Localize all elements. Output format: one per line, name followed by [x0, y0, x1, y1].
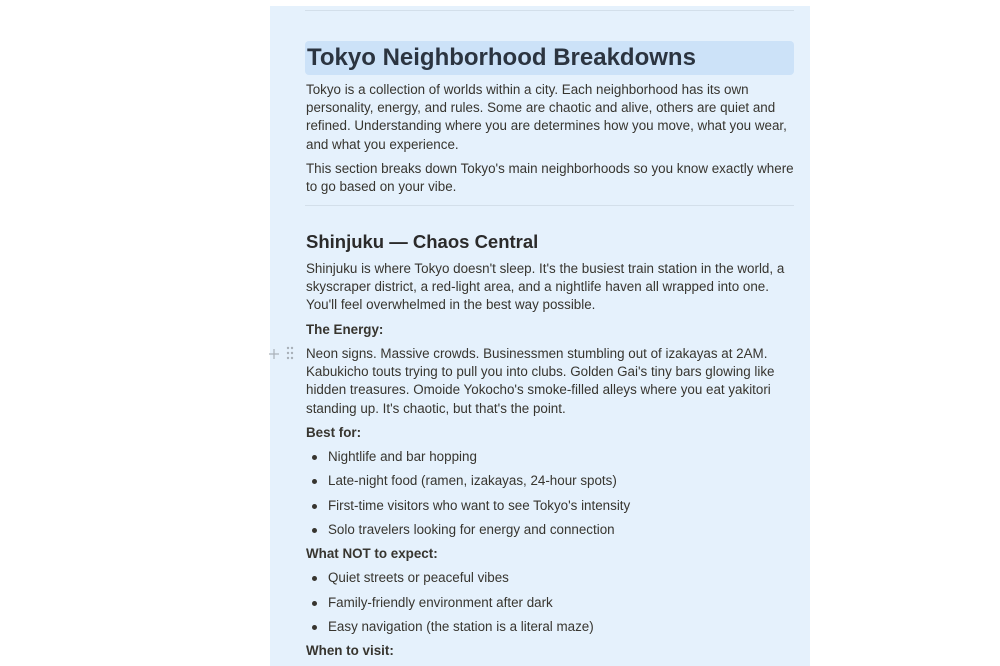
plus-icon[interactable]: [268, 347, 280, 359]
intro-paragraph-1[interactable]: Tokyo is a collection of worlds within a city. Each neighborhood has its own personality, energy, and rules. Some are chaotic and alive, others are quiet and refined. Understanding where you are determines how you move, what you wear, and what you experience.: [306, 82, 787, 152]
bullet-icon: [312, 576, 317, 581]
bullet-icon: [312, 625, 317, 630]
section-heading-shinjuku[interactable]: Shinjuku — Chaos Central: [306, 231, 539, 252]
bullet-icon: [312, 455, 317, 460]
not-expect-label[interactable]: What NOT to expect:: [306, 546, 438, 561]
energy-label[interactable]: The Energy:: [306, 322, 384, 337]
page-title-block[interactable]: [305, 41, 794, 75]
best-for-label[interactable]: Best for:: [306, 425, 362, 440]
drag-handle-icon[interactable]: [286, 346, 294, 360]
bullet-icon: [312, 528, 317, 533]
energy-paragraph[interactable]: Neon signs. Massive crowds. Businessmen stumbling out of izakayas at 2AM. Kabukicho touts trying to pull you into clubs. Golden Gai's tiny bars glowing like hidden treasures. Omoide Yokocho's smoke-filled alleys where you eat yakitori standing up. It's chaotic, but that's the point.: [306, 346, 775, 416]
page-title: Tokyo Neighborhood Breakdowns: [307, 44, 696, 71]
when-to-visit-label[interactable]: When to visit:: [306, 643, 394, 658]
block-controls: [266, 345, 300, 363]
intro-paragraph-2[interactable]: This section breaks down Tokyo's main neighborhoods so you know exactly where to go based on your vibe.: [306, 161, 794, 195]
bullet-icon: [312, 601, 317, 606]
bullet-icon: [312, 504, 317, 509]
bullet-icon: [312, 479, 317, 484]
divider-section: [305, 205, 794, 206]
selected-blocks-region: Tokyo Neighborhood Breakdowns Tokyo is a collection of worlds within a city. Each neighborhood has its own personality, energy, and rules. Some are chaotic and alive, others are quiet and refined. Understanding where you are determines how you move, what you wear, and what you experience. This section breaks down Tokyo's main neighborhoods so you know exactly where to go based on your vibe. Shinjuku — Chaos Central Shinjuku is where Tokyo doesn't sleep. It's the busiest train station in the world, a skyscraper district, a red-light area, and a nightlife haven all wrapped into one. You'll feel overwhelmed in the best way possible. The Energy: Neon signs. Massive crowds. Businessmen stumbling out of izakayas at 2AM. Kabukicho touts trying to pull you into clubs. Golden Gai's tiny bars glowing like hidden treasures. Omoide Yokocho's smoke-filled alleys where you eat yakitori standing up. It's chaotic, but that's the point. Best for: Nightlife and bar hopping Late-night food (ramen, izakayas, 24-hour spots) First-time visitors who want to see Tokyo's intensity Solo travelers looking for energy and connection What NOT to expect: Quiet streets or peaceful vibes Family-friendly environment after dark Easy navigation (the station is a literal maze) When to visit:: [270, 6, 810, 666]
divider-top: [305, 10, 794, 11]
shinjuku-description[interactable]: Shinjuku is where Tokyo doesn't sleep. It's the busiest train station in the world, a skyscraper district, a red-light area, and a nightlife haven all wrapped into one. You'll feel overwhelmed in the best way possible.: [306, 261, 785, 313]
